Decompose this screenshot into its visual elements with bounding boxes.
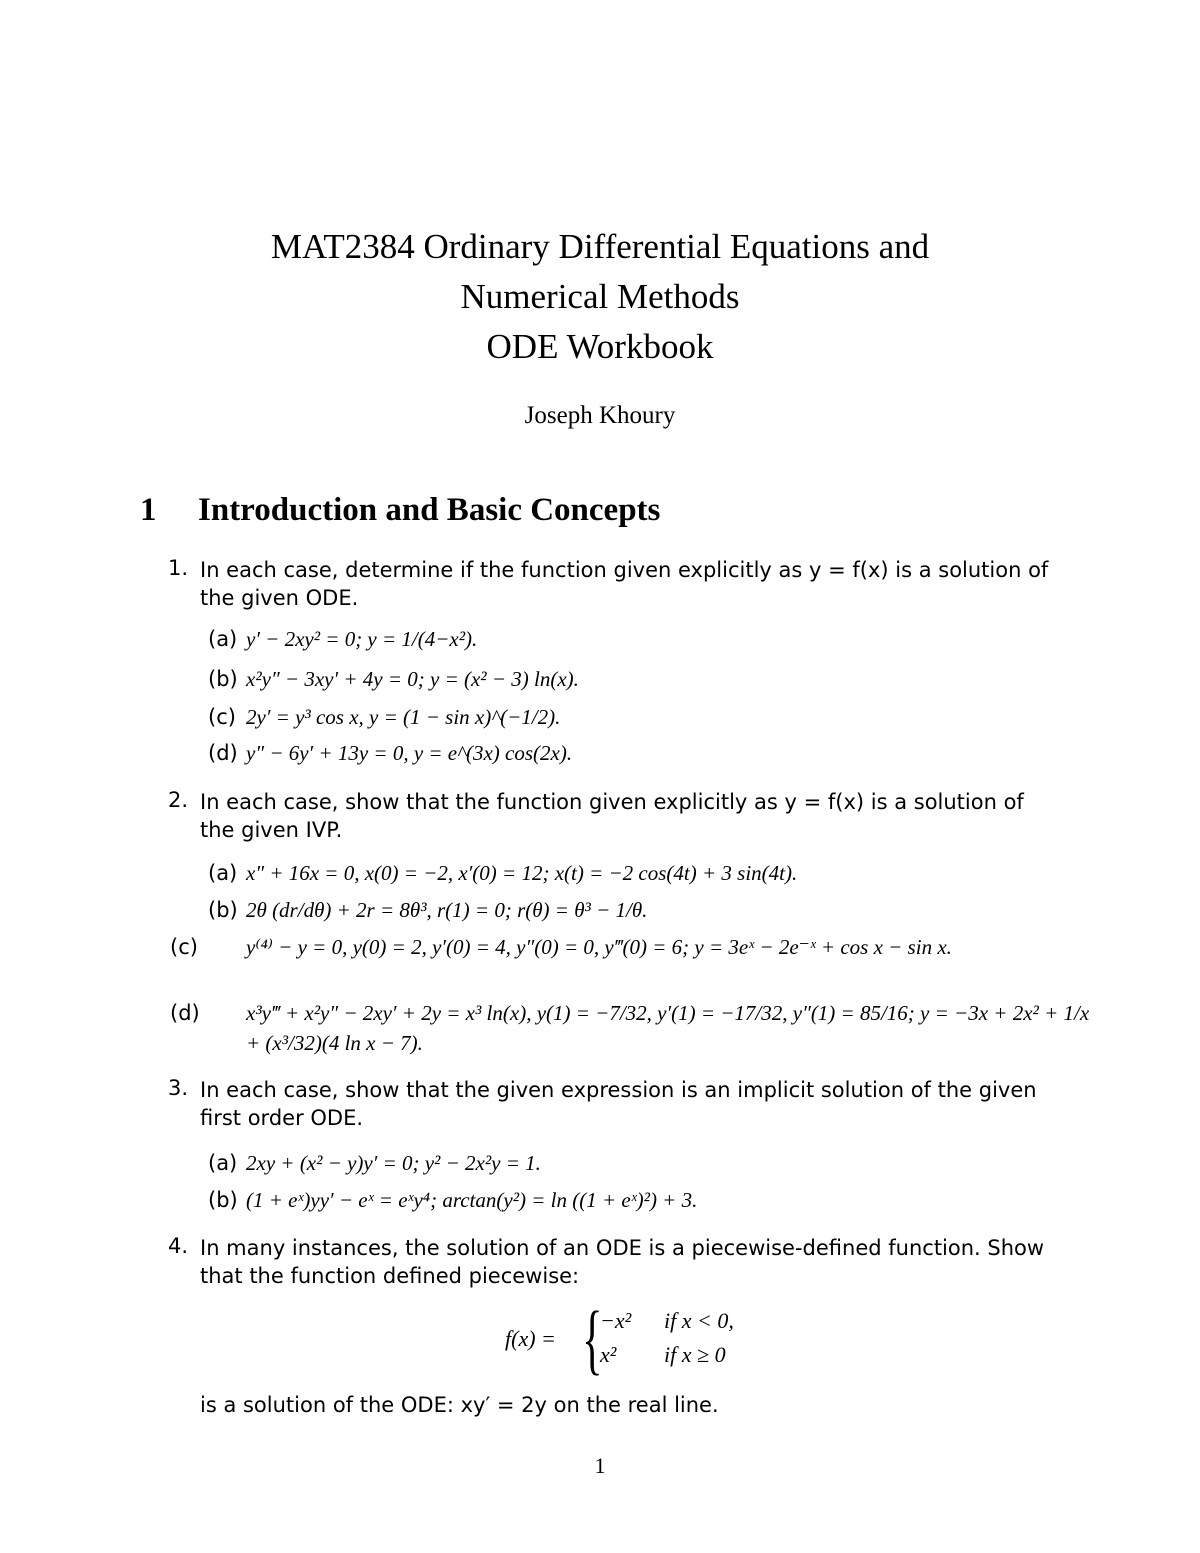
left-brace-icon: {	[582, 1295, 603, 1382]
piecewise-case-condition: if x < 0,	[664, 1308, 734, 1333]
part-equation: y′ − 2xy² = 0; y = 1/(4−x²).	[246, 627, 478, 651]
section-number: 1	[140, 492, 157, 528]
problem-part	[208, 738, 1060, 768]
part-label: (b)	[208, 667, 238, 691]
part-equation: x²y″ − 3xy′ + 4y = 0; y = (x² − 3) ln(x).	[246, 667, 579, 691]
problem-part	[208, 1185, 1060, 1215]
problem-part	[208, 702, 1060, 732]
part-label: (a)	[208, 627, 238, 651]
document-title-line-2: Numerical Methods	[460, 277, 740, 316]
problem-statement: In many instances, the solution of an ODE is a piecewise-defined function. Show that the function defined piecewise:	[200, 1236, 1045, 1288]
document-title-line-3: ODE Workbook	[486, 327, 714, 366]
piecewise-case-expression: −x²	[600, 1308, 632, 1333]
part-label: (d)	[170, 1001, 200, 1025]
page-number: 1	[594, 1453, 606, 1478]
problem-statement: In each case, show that the function given explicitly as y = f(x) is a solution of the given IVP.	[200, 790, 1024, 842]
part-label: (b)	[208, 1188, 238, 1212]
piecewise-lhs: f(x) =	[505, 1326, 556, 1351]
part-label: (c)	[170, 935, 198, 959]
problem-number: 3.	[168, 1076, 189, 1100]
document-title-line-1: MAT2384 Ordinary Differential Equations and	[270, 227, 930, 266]
problem-statement: In each case, show that the given expression is an implicit solution of the given first order ODE.	[200, 1078, 1037, 1130]
section-title: Introduction and Basic Concepts	[198, 492, 661, 528]
part-equation: 2xy + (x² − y)y′ = 0; y² − 2x²y = 1.	[246, 1151, 541, 1175]
problem-part	[208, 624, 1060, 654]
problem-number: 2.	[168, 788, 189, 812]
piecewise-case-condition: if x ≥ 0	[664, 1342, 726, 1367]
part-equation: (1 + eˣ)yy′ − eˣ = eˣy⁴; arctan(y²) = ln ((1 + eˣ)²) + 3.	[246, 1188, 698, 1212]
problem-part	[208, 1148, 1060, 1178]
part-label: (b)	[208, 898, 238, 922]
problem-statement: In each case, determine if the function given explicitly as y = f(x) is a solution of the given ODE.	[200, 558, 1049, 610]
part-label: (c)	[208, 705, 236, 729]
part-equation: 2θ (dr/dθ) + 2r = 8θ³, r(1) = 0; r(θ) = θ³ − 1/θ.	[246, 898, 648, 922]
part-label: (d)	[208, 741, 238, 765]
piecewise-case-expression: x²	[600, 1342, 617, 1367]
problem-part	[170, 998, 1098, 1058]
problem-number: 1.	[168, 556, 189, 580]
part-equation: x³y‴ + x²y″ − 2xy′ + 2y = x³ ln(x), y(1) = −7/32, y′(1) = −17/32, y″(1) = 85/16; y = −3x + 2x² + 1/x + (x³/32)(4 ln x − 7).	[246, 1001, 1090, 1055]
problem-part	[170, 932, 1098, 962]
part-equation: y⁽⁴⁾ − y = 0, y(0) = 2, y′(0) = 4, y″(0) = 0, y‴(0) = 6; y = 3eˣ − 2e⁻ˣ + cos x − sin x.	[246, 935, 952, 959]
part-label: (a)	[208, 861, 238, 885]
problem-part	[208, 664, 1060, 694]
part-equation: y″ − 6y′ + 13y = 0, y = e^(3x) cos(2x).	[246, 741, 573, 765]
problem-number: 4.	[168, 1234, 189, 1258]
part-label: (a)	[208, 1151, 238, 1175]
problem-part	[208, 895, 1060, 925]
part-equation: x″ + 16x = 0, x(0) = −2, x′(0) = 12; x(t) = −2 cos(4t) + 3 sin(4t).	[246, 861, 798, 885]
problem-closing-text: is a solution of the ODE: xy′ = 2y on the real line.	[200, 1393, 719, 1417]
problem-part	[208, 858, 1060, 888]
part-equation: 2y′ = y³ cos x, y = (1 − sin x)^(−1/2).	[246, 705, 561, 729]
document-author: Joseph Khoury	[524, 402, 676, 429]
